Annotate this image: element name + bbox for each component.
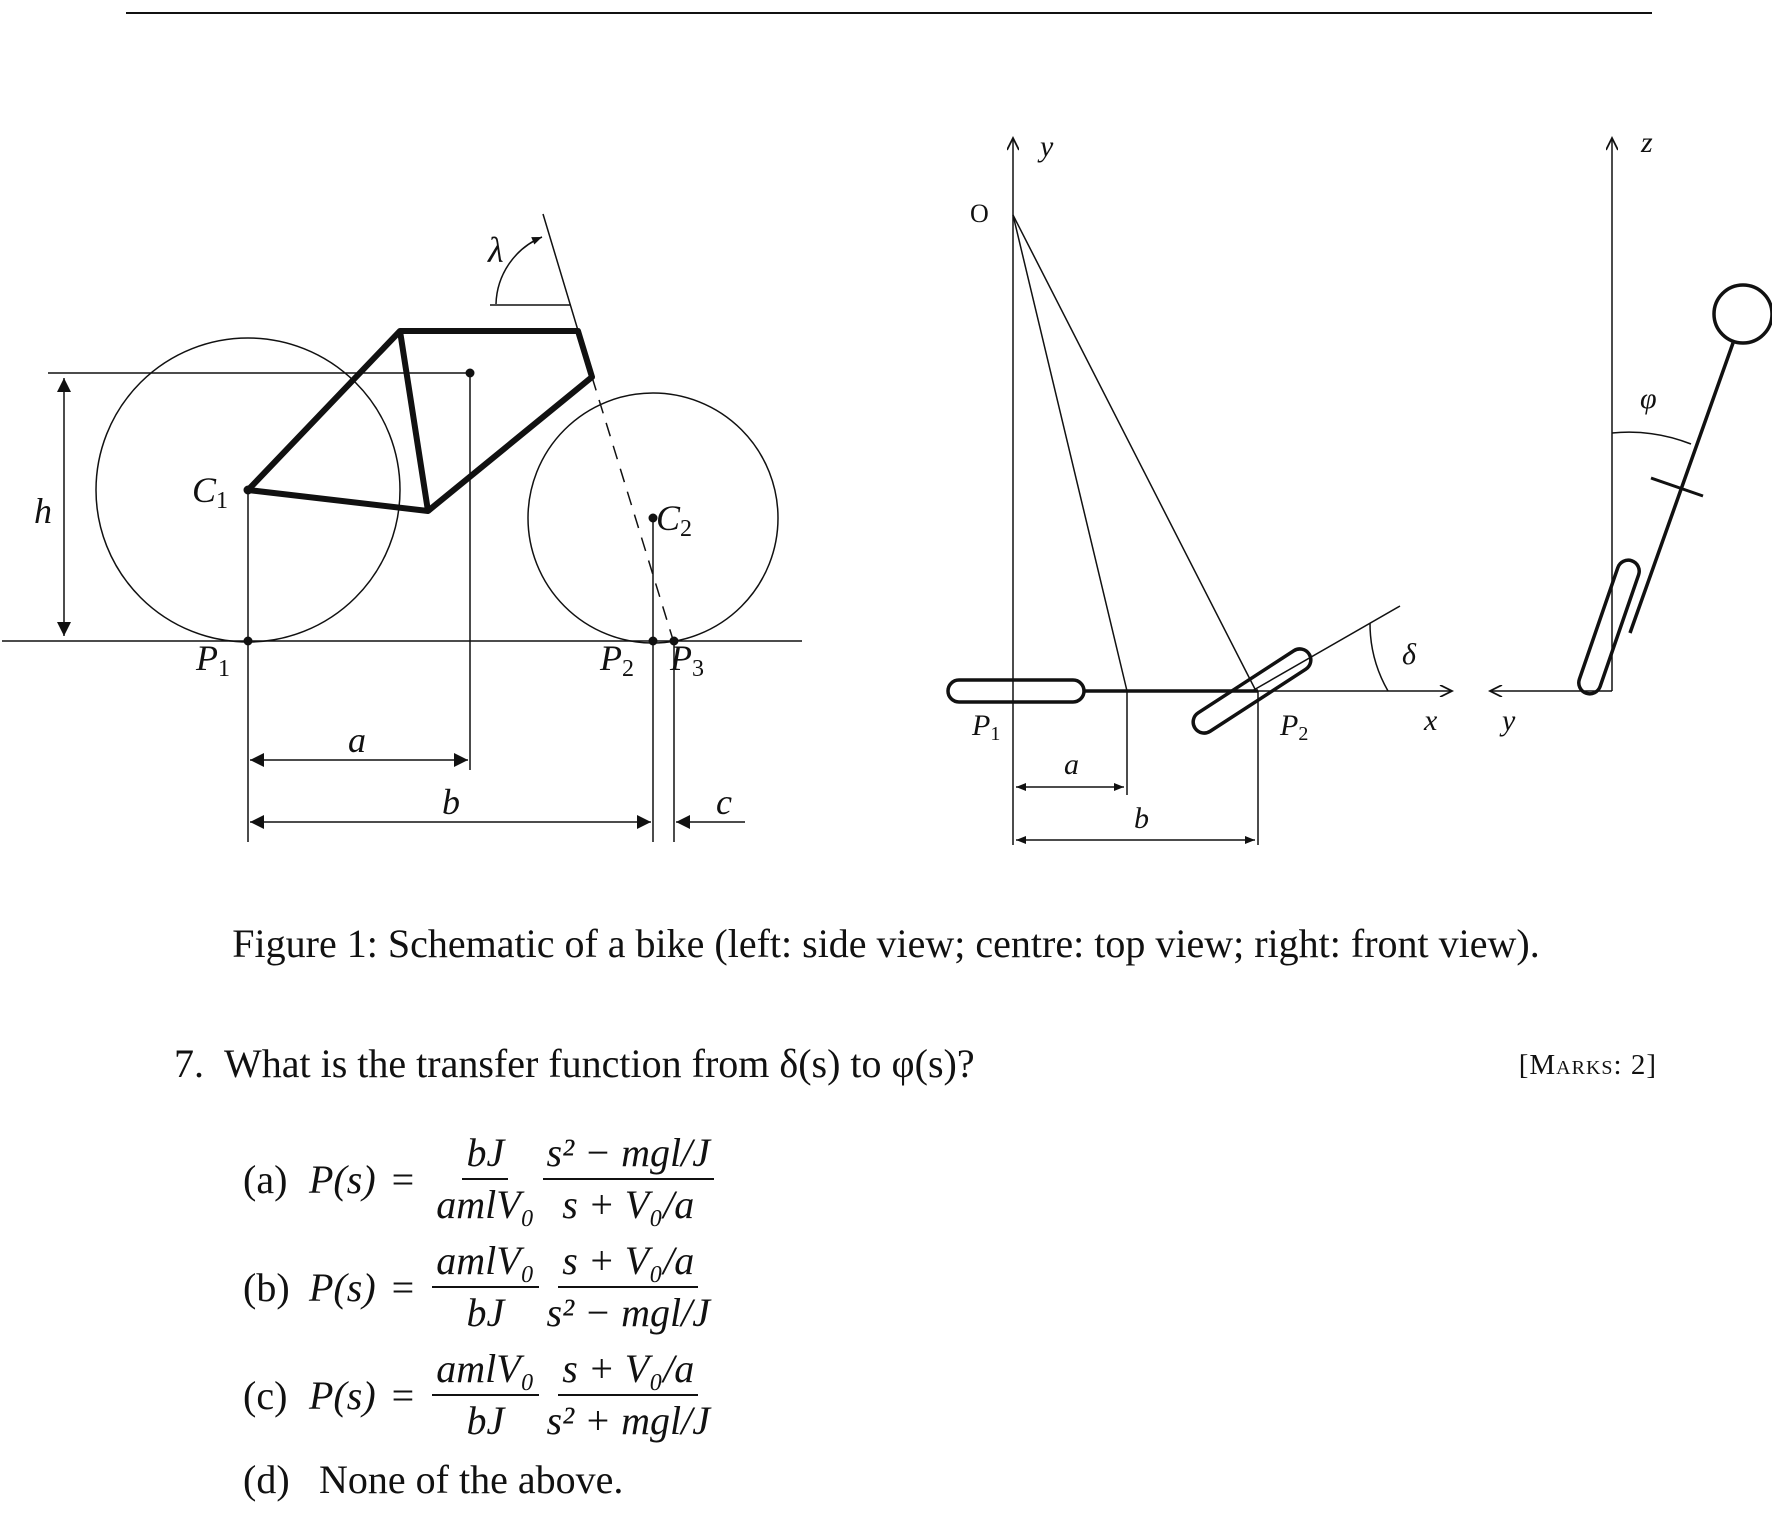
steering-axis-ext xyxy=(543,214,592,377)
label-delta: δ xyxy=(1402,638,1416,671)
rear-wheel-top xyxy=(948,680,1084,702)
label-a-top: a xyxy=(1064,748,1079,781)
rider-head xyxy=(1714,285,1772,343)
label-p2-top: P2 xyxy=(1280,709,1309,745)
front-view xyxy=(1490,138,1772,697)
p2-point xyxy=(649,637,657,645)
label-p1-top: P1 xyxy=(972,709,1001,745)
equals-sign: = xyxy=(391,1264,415,1310)
bike-frame-top xyxy=(400,331,592,511)
steer-line xyxy=(1252,606,1400,691)
label-c2: C2 xyxy=(656,498,693,542)
question-7 xyxy=(174,1040,975,1087)
equals-sign: = xyxy=(391,1156,415,1202)
question-number: 7. xyxy=(174,1041,204,1086)
fraction-2: $\frac{\text{s² − mgl/J}}{\text{s + V₀/a}}$ xyxy=(543,1128,714,1230)
equals-sign: = xyxy=(391,1372,415,1418)
option-lhs: P(s) xyxy=(309,1264,376,1310)
fraction-2: $\frac{\text{s + V₀/a}}{\text{s² + mgl/J}}$ xyxy=(546,1346,710,1443)
option-label: (a) xyxy=(243,1156,288,1202)
top-view-labels xyxy=(970,130,1438,835)
label-b-top: b xyxy=(1134,802,1149,835)
question-text: What is the transfer function from δ(s) to φ(s)? xyxy=(224,1041,975,1086)
com-point xyxy=(466,369,474,377)
label-origin: O xyxy=(970,199,989,228)
label-y-top: y xyxy=(1040,130,1054,163)
ray-to-p2 xyxy=(1013,215,1256,691)
ray-to-a xyxy=(1013,215,1127,691)
label-b-side: b xyxy=(442,782,460,822)
label-h: h xyxy=(34,491,52,531)
option-label: (b) xyxy=(243,1264,290,1310)
fraction-2: $\frac{\text{s + V₀/a}}{\text{s² − mgl/J}}$ xyxy=(546,1238,710,1335)
marks-badge: [Marks: 2] xyxy=(1518,1049,1657,1081)
fraction-1: $\frac{\text{amlV₀}}{bJ}$ xyxy=(432,1344,538,1446)
option-lhs: P(s) xyxy=(309,1156,376,1202)
label-p2: P2 xyxy=(600,638,634,682)
label-a-side: a xyxy=(348,720,366,760)
option-b[interactable] xyxy=(243,1236,716,1338)
label-y-front: y xyxy=(1502,704,1516,737)
top-view xyxy=(948,138,1452,845)
label-p3: P3 xyxy=(670,638,704,682)
option-label: (c) xyxy=(243,1372,288,1418)
label-lambda: λ xyxy=(488,230,504,270)
label-c-side: c xyxy=(716,782,732,822)
label-phi: φ xyxy=(1640,382,1657,415)
p1-point xyxy=(244,637,252,645)
phi-arc xyxy=(1612,432,1691,444)
handlebar xyxy=(1651,478,1703,496)
bike-frame xyxy=(248,331,428,511)
option-d[interactable] xyxy=(243,1456,623,1503)
label-z: z xyxy=(1641,126,1653,159)
figure-caption: Figure 1: Schematic of a bike (left: side view; centre: top view; right: front view). xyxy=(232,921,1540,966)
option-a[interactable] xyxy=(243,1128,716,1230)
option-text: None of the above. xyxy=(319,1457,624,1502)
label-c1: C1 xyxy=(192,470,229,514)
side-view-labels xyxy=(34,230,732,822)
option-lhs: P(s) xyxy=(309,1372,376,1418)
fraction-1: $\frac{bJ}{\text{amlV₀}}$ xyxy=(436,1130,535,1227)
fraction-1: $\frac{\text{amlV₀}}{bJ}$ xyxy=(432,1236,538,1338)
c1-point xyxy=(244,486,252,494)
label-x-top: x xyxy=(1424,704,1438,737)
label-p1: P1 xyxy=(196,638,230,682)
option-label: (d) xyxy=(243,1457,290,1502)
delta-arc xyxy=(1370,623,1388,691)
option-c[interactable] xyxy=(243,1344,716,1446)
